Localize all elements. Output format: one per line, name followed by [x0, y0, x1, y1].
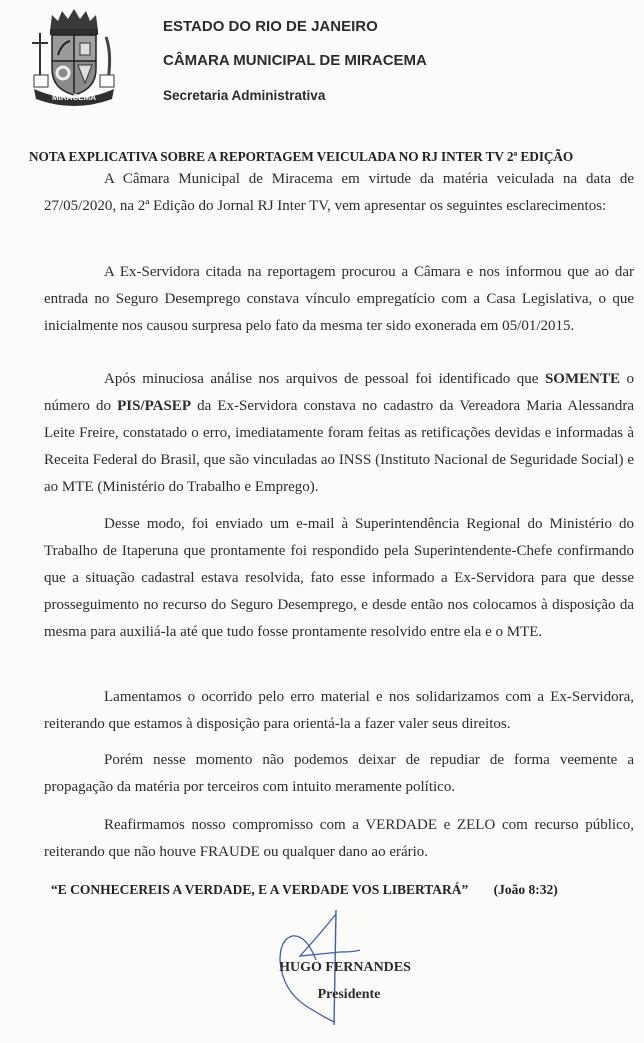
signatory-role: Presidente: [317, 987, 381, 1002]
paragraph-7: Reafirmamos nosso compromisso com a VERDADE e ZELO com recurso público, reiterando que não houve FRAUDE ou qualquer dano ao erário.: [44, 817, 634, 860]
paragraph-4: Desse modo, foi enviado um e-mail à Superintendência Regional do Ministério do Trabalho de Itaperuna que prontamente foi respondido pela Superintendente-Chefe confirmando que a situação cadastral estava resolvida, fato esse informado a Ex-Servidora para que desse prosseguimento no recurso do Seguro Desemprego, e desde então nos colocamos à disposição da mesma para auxiliá-la até que tudo fosse prontamente resolvido entre ela e o MTE.: [44, 516, 634, 640]
svg-text:MIRACEMA: MIRACEMA: [52, 93, 96, 102]
header-state: ESTADO DO RIO DE JANEIRO: [163, 18, 378, 35]
paragraph-3: Após minuciosa análise nos arquivos de pessoal foi identificado que SOMENTE o número do PIS/PASEP da Ex-Servidora constava no cadastro da Vereadora Maria Alessandra Leite Freire, constatado o erro, imediatamente foram feitas as retificações devidas e informadas à Receita Federal do Brasil, que são vinculadas ao INSS (Instituto Nacional de Seguridade Social) e ao MTE (Ministério do Trabalho e Emprego).: [44, 371, 634, 495]
paragraph-6: Porém nesse momento não podemos deixar de repudiar de forma veemente a propagação da matéria por terceiros com intuito meramente político.: [44, 752, 634, 795]
paragraph-5: Lamentamos o ocorrido pelo erro material e nos solidarizamos com a Ex-Servidora, reiterando que estamos à disposição para orientá-la a fazer valer seus direitos.: [44, 689, 634, 732]
emphasis-pis-pasep: PIS/PASEP: [117, 398, 191, 414]
paragraph-2: A Ex-Servidora citada na reportagem procurou a Câmara e nos informou que ao dar entrada no Seguro Desemprego constava vínculo empregatício com a Casa Legislativa, o que inicialmente nos causou surpresa pelo fato da mesma ter sido exonerada em 05/01/2015.: [44, 264, 634, 334]
header-department: Secretaria Administrativa: [163, 88, 326, 103]
document-title: NOTA EXPLICATIVA SOBRE A REPORTAGEM VEICULADA NO RJ INTER TV 2ª EDIÇÃO: [29, 149, 574, 164]
paragraph-1: A Câmara Municipal de Miracema em virtude da matéria veiculada na data de 27/05/2020, na 2ª Edição do Jornal RJ Inter TV, vem apresentar os seguintes esclarecimentos:: [44, 171, 634, 214]
quote-text: “E CONHECEREIS A VERDADE, E A VERDADE VOS LIBERTARÁ”: [51, 882, 469, 897]
municipal-crest-icon: [22, 3, 126, 107]
quote-reference: (João 8:32): [493, 882, 558, 897]
emphasis-somente: SOMENTE: [544, 371, 620, 387]
signatory-name: HUGO FERNANDES: [279, 960, 411, 975]
closing-quote: [51, 882, 558, 898]
header-chamber: CÂMARA MUNICIPAL DE MIRACEMA: [163, 52, 427, 69]
